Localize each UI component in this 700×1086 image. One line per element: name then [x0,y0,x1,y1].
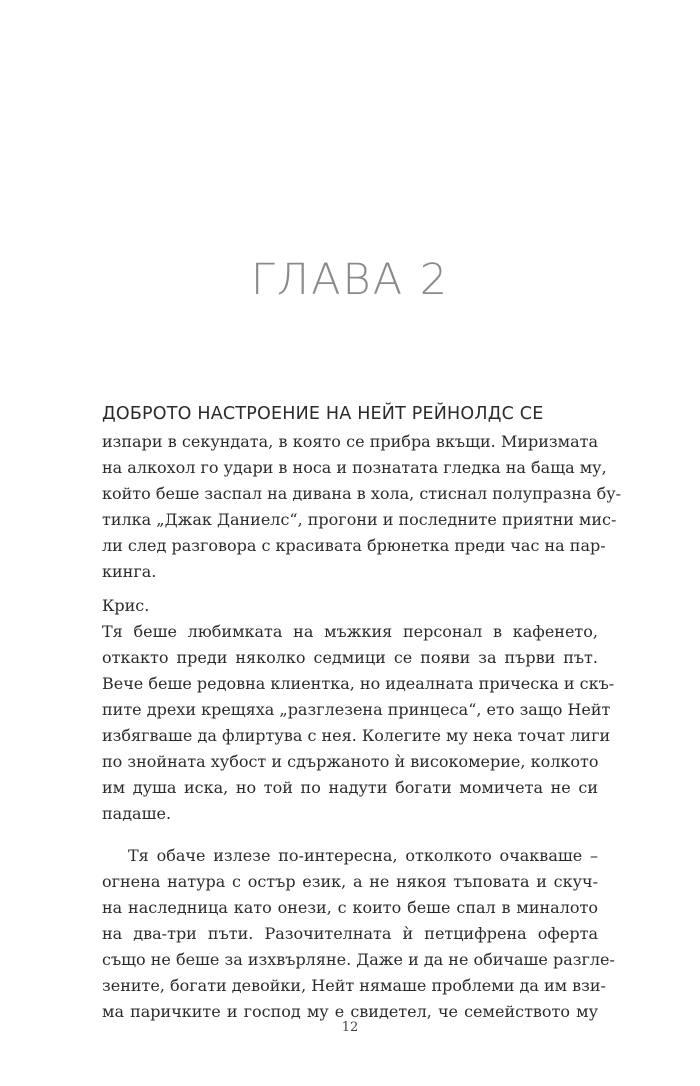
text-line: зените, богати девойки, Нейт нямаше проблеми да им взи- [102,976,606,995]
text-line: по знойната хубост и сдържаното ѝ високомерие, колкото [102,752,599,771]
text-line: кинга. [102,562,157,581]
text-line: Тя обаче излезе по-интересна, отколкото очакваше – [128,846,598,865]
text-line: ма паричките и господ му е свидетел, че семейството му [102,1002,598,1021]
text-line: изпари в секундата, в която се прибра вкъщи. Миризмата [102,432,598,451]
text-line: тилка „Джак Даниелс“, прогони и последните приятни мис- [102,510,617,529]
paragraph-2 [102,593,598,619]
text-line: избягваше да флиртува с нея. Колегите му нека точат лиги [102,726,611,745]
chapter-body [102,400,622,1025]
text-line: Крис. [102,596,150,615]
paragraph-4 [102,843,615,1025]
text-line: откакто преди няколко седмици се появи за първи път. [102,648,598,667]
text-line: пите дрехи крещяха „разглезена принцеса“, ето защо Нейт [102,700,611,719]
paragraph-3 [102,619,615,827]
text-line: огнена натура с остър език, а не някоя тъповата и скуч- [102,872,598,891]
lead-in-caps: ДОБРОТО НАСТРОЕНИЕ НА НЕЙТ РЕЙНОЛДС СЕ [102,404,544,424]
text-line: на наследница като онези, с които беше спал в миналото [102,898,598,917]
text-line: Тя беше любимката на мъжкия персонал в кафенето, [102,622,598,641]
text-line: който беше заспал на дивана в хола, стиснал полупразна бу- [102,484,622,503]
chapter-title: ГЛАВА 2 [250,255,450,305]
text-line: падаше. [102,804,172,823]
text-line: на алкохол го удари в носа и познатата гледка на баща му, [102,458,607,477]
page-number: 12 [341,1020,359,1035]
text-line: им душа иска, но той по надути богати момичета не си [102,778,598,797]
text-line: също не беше за изхвърляне. Даже и да не обичаше разгле- [102,950,615,969]
text-line: ли след разговора с красивата брюнетка преди час на пар- [102,536,606,555]
paragraph-1 [102,429,622,585]
text-line: Вече беше редовна клиентка, но идеалната прическа и скъ- [102,674,615,693]
text-line: на два-три пъти. Разочителната ѝ петцифрена оферта [102,924,598,943]
